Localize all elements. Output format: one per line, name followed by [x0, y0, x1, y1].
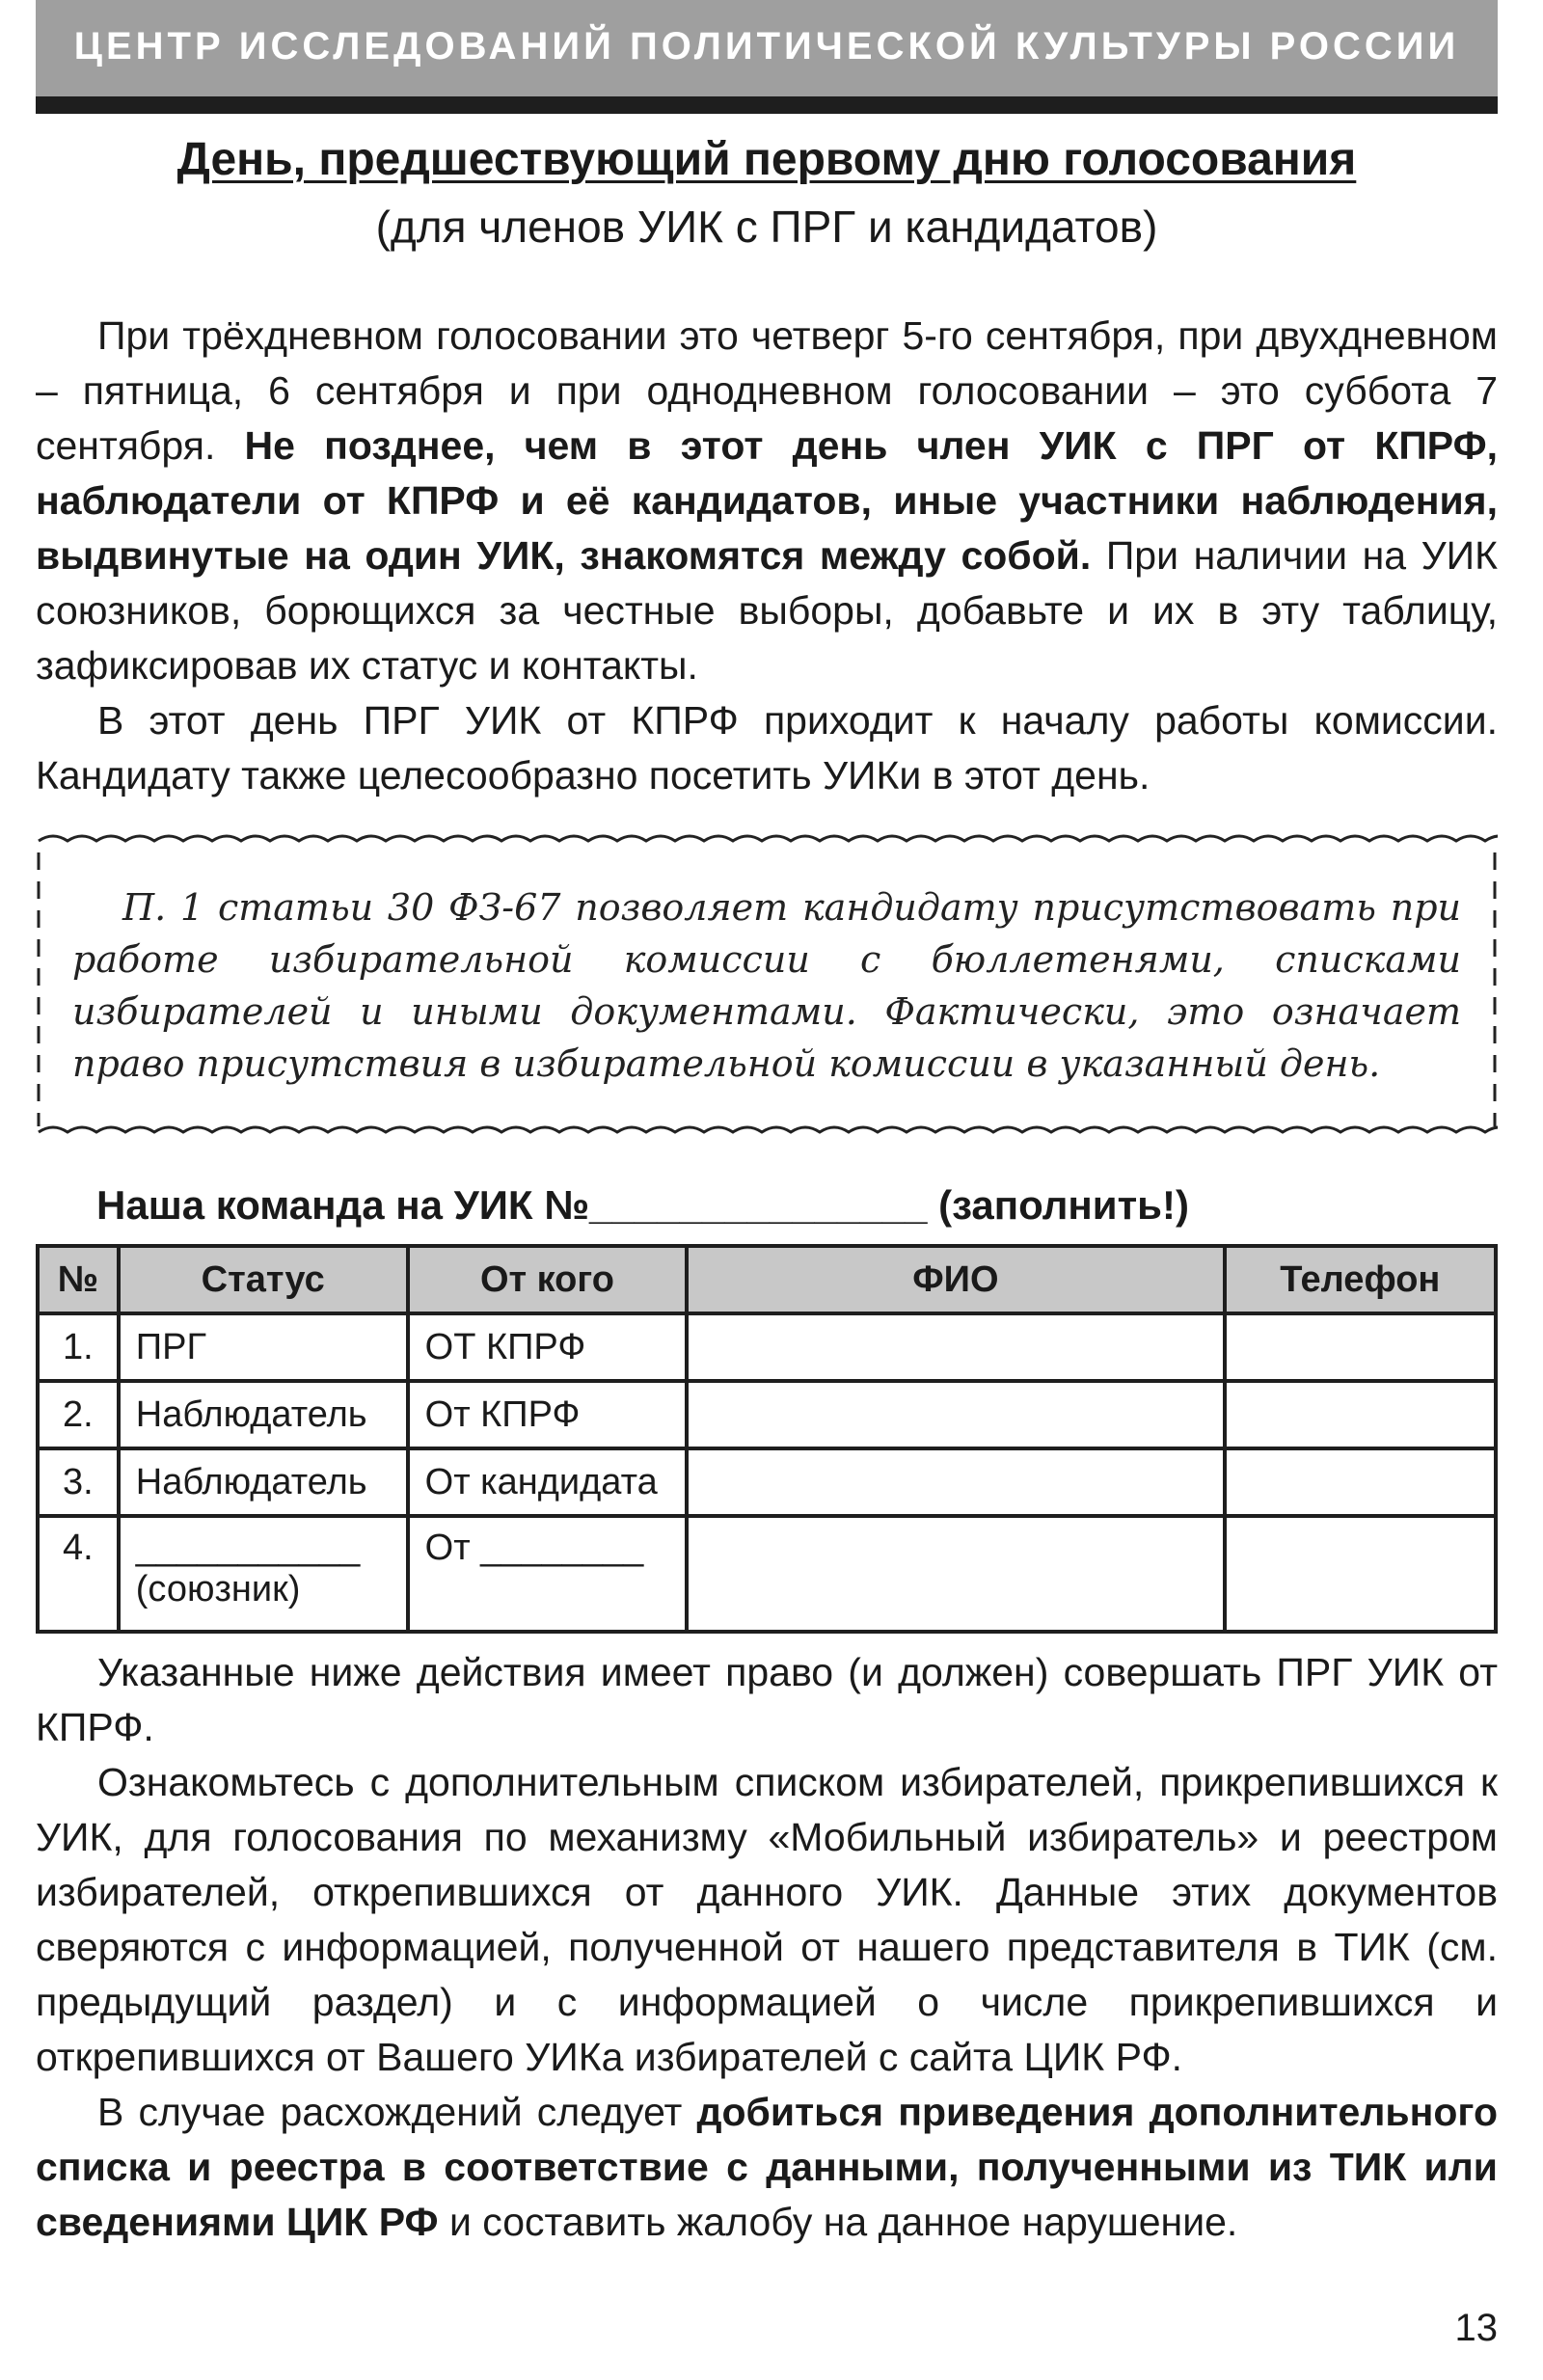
- intro-bold-text: Не позднее, чем в этот день член УИК с ПРГ от КПРФ, наблюдатели от КПРФ и её кандидатов, иные участники наблюдения, выдвинутые на один УИК, знакомятся между собой.: [36, 423, 1499, 578]
- table-row: [38, 1313, 1496, 1381]
- ally-status-note: (союзник): [135, 1569, 301, 1609]
- rights-paragraph: Указанные ниже действия имеет право (и должен) совершать ПРГ УИК от КПРФ.: [36, 1650, 1498, 1749]
- table-row: [38, 1516, 1496, 1632]
- row-number: 4.: [38, 1516, 119, 1632]
- row-phone-field[interactable]: [1225, 1313, 1496, 1381]
- row-phone-field[interactable]: [1225, 1516, 1496, 1632]
- row-status: Наблюдатель: [119, 1381, 408, 1448]
- row-fio-field[interactable]: [687, 1313, 1224, 1381]
- row-from: От КПРФ: [408, 1381, 688, 1448]
- discrepancy-bold-text: добиться приведения дополнительного списка и реестра в соответствие с данными, полученными из ТИК или сведениями ЦИК РФ: [36, 2090, 1498, 2244]
- team-heading: Наша команда на УИК №_______________ (заполнить!): [96, 1182, 1189, 1228]
- page-number: 13: [1454, 2307, 1498, 2349]
- header-fio: ФИО: [687, 1246, 1224, 1313]
- organization-name: ЦЕНТР ИССЛЕДОВАНИЙ ПОЛИТИЧЕСКОЙ КУЛЬТУРЫ РОССИИ: [73, 25, 1460, 68]
- row-from: От кандидата: [408, 1448, 688, 1516]
- discrepancy-paragraph: [36, 2085, 1498, 2250]
- header-status: Статус: [119, 1246, 408, 1313]
- section-subtitle: (для членов УИК с ПРГ и кандидатов): [375, 202, 1158, 252]
- table-header-row: [38, 1246, 1496, 1313]
- intro-paragraph: [36, 309, 1498, 693]
- header-from: От кого: [408, 1246, 688, 1313]
- row-number: 1.: [38, 1313, 119, 1381]
- intro-text: При трёхдневном голосовании это четверг 5-го сентября, при двухдневном – пятница, 6 сентября и при однодневном голосовании – это суббота 7 сентября.: [36, 313, 1498, 468]
- row-from: ОТ КПРФ: [408, 1313, 688, 1381]
- intro-paragraph-2: В этот день ПРГ УИК от КПРФ приходит к началу работы комиссии. Кандидату также целесообразно посетить УИКи в этот день.: [36, 698, 1498, 798]
- row-phone-field[interactable]: [1225, 1381, 1496, 1448]
- law-note-box: [36, 825, 1498, 1146]
- row-fio-field[interactable]: [687, 1381, 1224, 1448]
- team-table: [36, 1244, 1498, 1634]
- table-row: [38, 1448, 1496, 1516]
- row-status-ally[interactable]: [119, 1516, 408, 1632]
- header-phone: Телефон: [1225, 1246, 1496, 1313]
- row-phone-field[interactable]: [1225, 1448, 1496, 1516]
- ally-status-blank: ___________: [135, 1528, 361, 1568]
- row-fio-field[interactable]: [687, 1516, 1224, 1632]
- section-title: День, предшествующий первому дню голосования: [176, 134, 1357, 185]
- row-from[interactable]: От ________: [408, 1516, 688, 1632]
- check-lists-paragraph: Ознакомьтесь с дополнительным списком избирателей, прикрепившихся к УИК, для голосования по механизму «Мобильный избиратель» и реестром избирателей, открепившихся от данного УИК. Данные этих документов сверяются с информацией, полученной от нашего представителя в ТИК (см. предыдущий раздел) и с информацией о числе прикрепившихся и открепившихся от Вашего УИКа избирателей с сайта ЦИК РФ.: [36, 1760, 1498, 2079]
- row-number: 3.: [38, 1448, 119, 1516]
- discrepancy-text: В случае расхождений следует: [97, 2090, 697, 2134]
- header-number: №: [38, 1246, 119, 1313]
- table-row: [38, 1381, 1496, 1448]
- page-header: [36, 0, 1498, 114]
- discrepancy-tail-text: и составить жалобу на данное нарушение.: [438, 2200, 1238, 2244]
- row-status: ПРГ: [119, 1313, 408, 1381]
- row-fio-field[interactable]: [687, 1448, 1224, 1516]
- intro-tail-text: При наличии на УИК союзников, борющихся за честные выборы, добавьте и их в эту таблицу, зафиксировав их статус и контакты.: [36, 533, 1499, 688]
- row-number: 2.: [38, 1381, 119, 1448]
- law-note-text: П. 1 статьи 30 ФЗ-67 позволяет кандидату присутствовать при работе избирательной комиссии с бюллетенями, списками избирателей и иными документами. Фактически, это означает право присутствия в избирательной комиссии в указанный день.: [72, 886, 1461, 1085]
- row-status: Наблюдатель: [119, 1448, 408, 1516]
